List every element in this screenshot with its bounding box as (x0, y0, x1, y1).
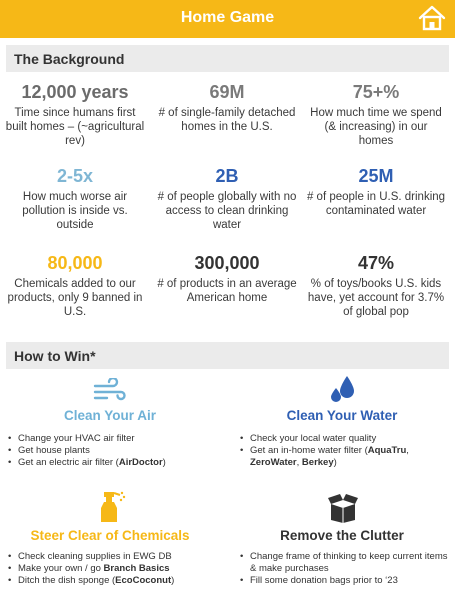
list-item: • Check cleaning supplies in EWG DB (8, 551, 174, 563)
stat-description: How much time we spend (& increasing) in our homes (310, 107, 442, 147)
brand-name: AirDoctor (118, 457, 163, 468)
home-icon[interactable] (417, 3, 447, 33)
water-drops-icon (329, 374, 357, 404)
list-item: • Change frame of thinking to keep current items & make purchases (240, 551, 450, 575)
stat-value: 25M (358, 166, 394, 186)
clean-air-title: Clean Your Air (63, 408, 157, 423)
stat-description: # of people in U.S. drinking contaminated water (306, 191, 446, 217)
stat-value: 75+% (352, 82, 400, 102)
clean-air-list (8, 433, 166, 469)
list-item: • Check your local water quality (240, 433, 452, 445)
stat-value: 2-5x (56, 166, 94, 186)
stat-value: 80,000 (47, 253, 103, 273)
chemicals-list (8, 551, 174, 587)
stat-value: 300,000 (194, 253, 260, 273)
header-bar (0, 0, 455, 38)
stat-item (5, 252, 145, 319)
how-to-win-section-header (6, 342, 449, 369)
clutter-list (240, 551, 450, 587)
list-item: • Fill some donation bags prior to ‘23 (240, 575, 450, 587)
spray-bottle-icon (96, 490, 126, 524)
brand-name: ZeroWater (250, 457, 297, 468)
list-item: • Change your HVAC air filter (8, 433, 166, 445)
stat-value: 12,000 years (21, 82, 129, 102)
clean-water-title: Clean Your Water (286, 408, 398, 423)
stat-value: 47% (357, 253, 395, 273)
box-icon (327, 492, 359, 524)
stat-description: % of toys/books U.S. kids have, yet account for 3.7% of global pop (307, 278, 445, 318)
list-item: • Make your own / go Branch Basics (8, 563, 174, 575)
clean-air-card (0, 374, 220, 484)
list-item: • Ditch the dish sponge (EcoCoconut) (8, 575, 174, 587)
page-title: Home Game (180, 9, 275, 26)
stat-value: 2B (215, 166, 239, 186)
clutter-title: Remove the Clutter (280, 528, 404, 543)
how-to-win-heading: How to Win* (14, 348, 96, 364)
stat-description: # of products in an average American home (157, 278, 297, 304)
stat-item (157, 165, 297, 232)
stat-description: How much worse air pollution is inside vs. outside (22, 191, 128, 231)
stat-item (157, 81, 297, 134)
background-section-header (6, 45, 449, 72)
brand-name: AquaTru (367, 445, 407, 456)
stat-item (306, 252, 446, 319)
stat-value: 69M (209, 82, 245, 102)
clean-water-card (232, 374, 452, 484)
stat-item (157, 252, 297, 305)
stat-description: Time since humans first built homes – (~agricultural rev) (5, 107, 145, 147)
stat-item (306, 81, 446, 148)
background-heading: The Background (14, 51, 125, 67)
stat-item (5, 165, 145, 232)
list-item: • Get an in-home water filter (AquaTru, ZeroWater, Berkey) (240, 445, 452, 469)
stat-item (5, 81, 145, 148)
clean-water-list (240, 433, 452, 469)
stat-description: Chemicals added to our products, only 9 banned in U.S. (7, 278, 143, 318)
stat-description: # of people globally with no access to clean drinking water (157, 191, 297, 231)
wind-icon (93, 378, 127, 402)
brand-name: Berkey (301, 457, 334, 468)
list-item: • Get an electric air filter (AirDoctor) (8, 457, 166, 469)
chemicals-card (0, 490, 220, 600)
stat-description: # of single-family detached homes in the U.S. (158, 107, 296, 133)
brand-name: Branch Basics (103, 563, 170, 574)
brand-name: EcoCoconut (115, 575, 172, 586)
clutter-card (232, 490, 452, 600)
chemicals-title: Steer Clear of Chemicals (30, 528, 190, 543)
list-item: • Get house plants (8, 445, 166, 457)
stat-item (306, 165, 446, 218)
